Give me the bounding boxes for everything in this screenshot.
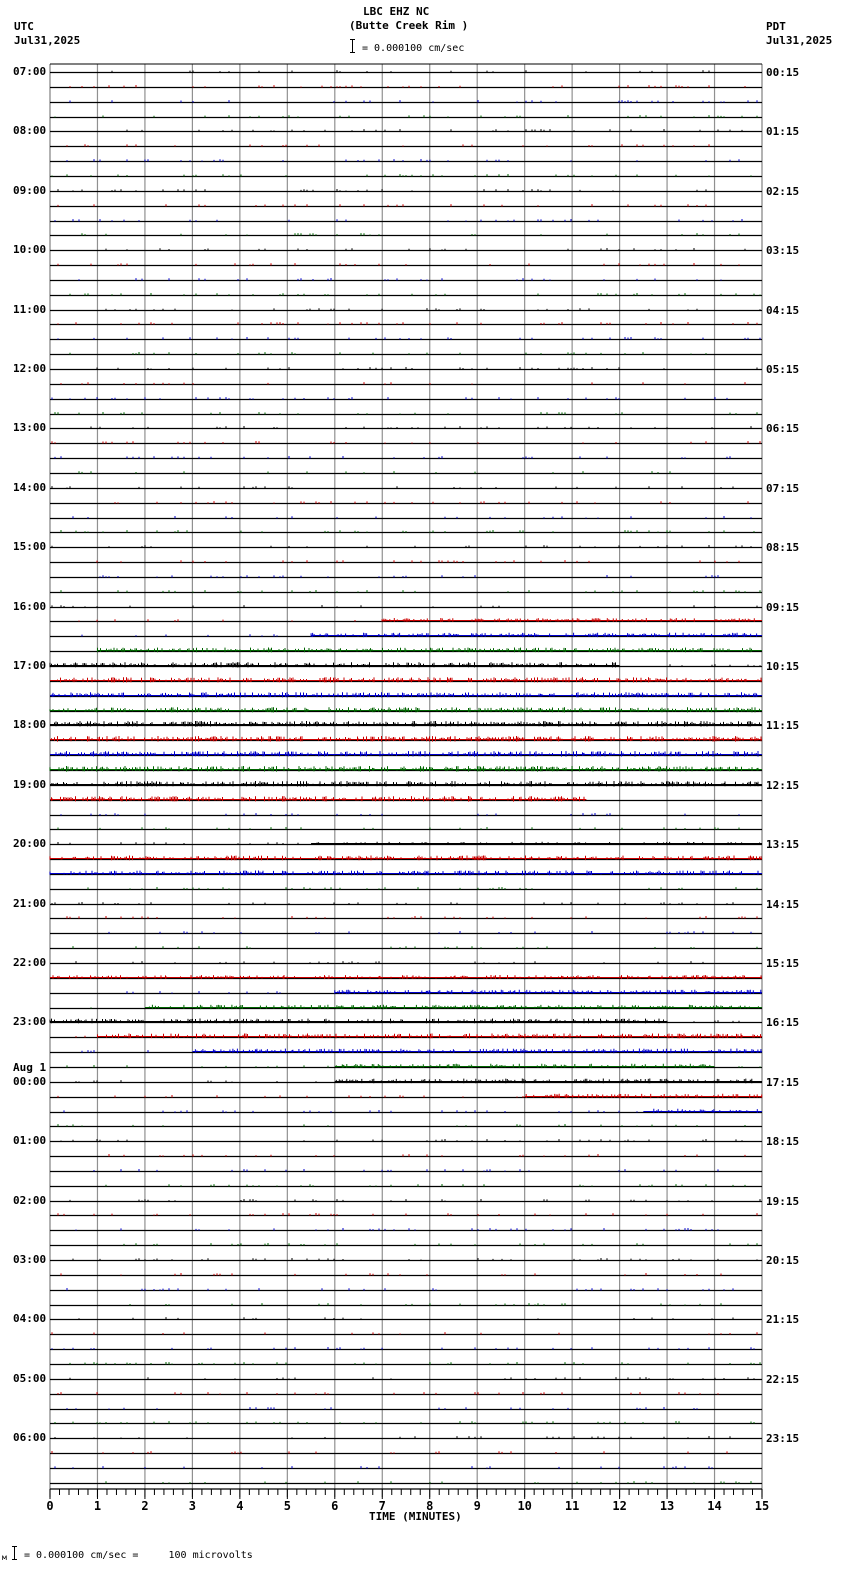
x-tick-label: 4 xyxy=(236,1499,244,1513)
station-title: LBC EHZ NC xyxy=(363,5,430,18)
utc-hour-label: 23:00 xyxy=(13,1015,47,1029)
x-tick-label: 12 xyxy=(612,1499,627,1513)
x-tick-label: 11 xyxy=(564,1499,580,1513)
utc-hour-label: 18:00 xyxy=(13,718,47,732)
x-tick-label: 5 xyxy=(283,1499,291,1513)
utc-hour-label: 04:00 xyxy=(13,1312,47,1326)
utc-hour-label: 16:00 xyxy=(13,599,47,613)
pdt-hour-label: 23:15 xyxy=(766,1432,800,1446)
footer-scale-text: = 0.000100 cm/sec = 100 microvolts xyxy=(24,1550,253,1561)
x-tick-label: 10 xyxy=(517,1499,532,1513)
utc-hour-label: 19:00 xyxy=(13,777,47,791)
trace-row xyxy=(58,337,760,340)
utc-hour-label: 06:00 xyxy=(13,1431,47,1445)
utc-hour-label: 20:00 xyxy=(13,837,47,851)
utc-hour-label: 01:00 xyxy=(13,1134,47,1148)
utc-hour-label: 22:00 xyxy=(13,956,47,969)
x-tick-label: 0 xyxy=(46,1499,54,1513)
utc-hour-label: 07:00 xyxy=(13,65,47,78)
utc-hour-label: 11:00 xyxy=(13,302,47,316)
x-tick-label: 1 xyxy=(93,1499,102,1513)
utc-hour-label: 12:00 xyxy=(13,362,47,375)
left-date: Jul31,2025 xyxy=(14,34,81,47)
utc-hour-label: 21:00 xyxy=(13,896,47,910)
utc-hour-label: 13:00 xyxy=(13,421,47,435)
x-tick-label: 14 xyxy=(707,1499,722,1513)
x-tick-label: 6 xyxy=(331,1499,339,1513)
pdt-hour-label: 17:15 xyxy=(766,1075,800,1089)
scale-text: = 0.000100 cm/sec xyxy=(362,43,465,54)
utc-hour-label: 10:00 xyxy=(13,243,47,257)
footer-scale-bar-icon xyxy=(14,1546,15,1560)
utc-hour-label: 02:00 xyxy=(13,1193,47,1207)
x-tick-label: 15 xyxy=(754,1499,770,1513)
date-change-label: Aug 1 xyxy=(13,1060,47,1074)
pdt-hour-label: 15:15 xyxy=(766,957,800,970)
x-tick-label: 2 xyxy=(141,1499,149,1513)
pdt-hour-label: 05:15 xyxy=(766,363,800,376)
pdt-hour-label: 00:15 xyxy=(766,66,800,79)
utc-hour-label: 05:00 xyxy=(13,1371,47,1385)
pdt-hour-label: 08:15 xyxy=(766,541,800,555)
right-date: Jul31,2025 xyxy=(766,34,833,47)
pdt-hour-label: 14:15 xyxy=(766,897,800,911)
right-timezone: PDT xyxy=(766,20,786,33)
x-tick-label: 7 xyxy=(378,1499,386,1513)
pdt-hour-label: 12:15 xyxy=(766,778,800,792)
pdt-hour-label: 21:15 xyxy=(766,1313,800,1327)
utc-hour-label: 08:00 xyxy=(13,124,47,138)
pdt-hour-label: 22:15 xyxy=(766,1372,800,1386)
pdt-hour-label: 13:15 xyxy=(766,838,800,852)
utc-hour-label: 03:00 xyxy=(13,1253,47,1266)
pdt-hour-label: 01:15 xyxy=(766,125,800,139)
pdt-hour-label: 18:15 xyxy=(766,1135,800,1149)
pdt-hour-label: 10:15 xyxy=(766,660,800,673)
pdt-hour-label: 07:15 xyxy=(766,481,800,495)
pdt-hour-label: 03:15 xyxy=(766,244,800,258)
pdt-hour-label: 16:15 xyxy=(766,1016,800,1030)
pdt-hour-label: 02:15 xyxy=(766,184,800,198)
utc-hour-label: 00:00 xyxy=(13,1074,47,1088)
utc-hour-label: 17:00 xyxy=(13,659,47,672)
pdt-hour-label: 06:15 xyxy=(766,422,800,436)
utc-hour-label: 09:00 xyxy=(13,183,47,197)
pdt-hour-label: 04:15 xyxy=(766,303,800,317)
x-tick-label: 3 xyxy=(188,1499,197,1513)
pdt-hour-label: 20:15 xyxy=(766,1254,800,1267)
utc-hour-label: 15:00 xyxy=(13,540,47,554)
pdt-hour-label: 09:15 xyxy=(766,600,800,614)
station-location: (Butte Creek Rim ) xyxy=(349,19,469,32)
pdt-hour-label: 19:15 xyxy=(766,1194,800,1208)
left-timezone: UTC xyxy=(14,20,34,33)
x-tick-label: 13 xyxy=(659,1499,675,1513)
utc-hour-label: 14:00 xyxy=(13,480,47,494)
pdt-hour-label: 11:15 xyxy=(766,719,800,733)
x-tick-label: 8 xyxy=(426,1499,434,1513)
x-tick-label: 9 xyxy=(473,1499,481,1513)
footer-prefix: м xyxy=(2,1553,7,1562)
x-axis-label: TIME (MINUTES) xyxy=(369,1510,462,1523)
